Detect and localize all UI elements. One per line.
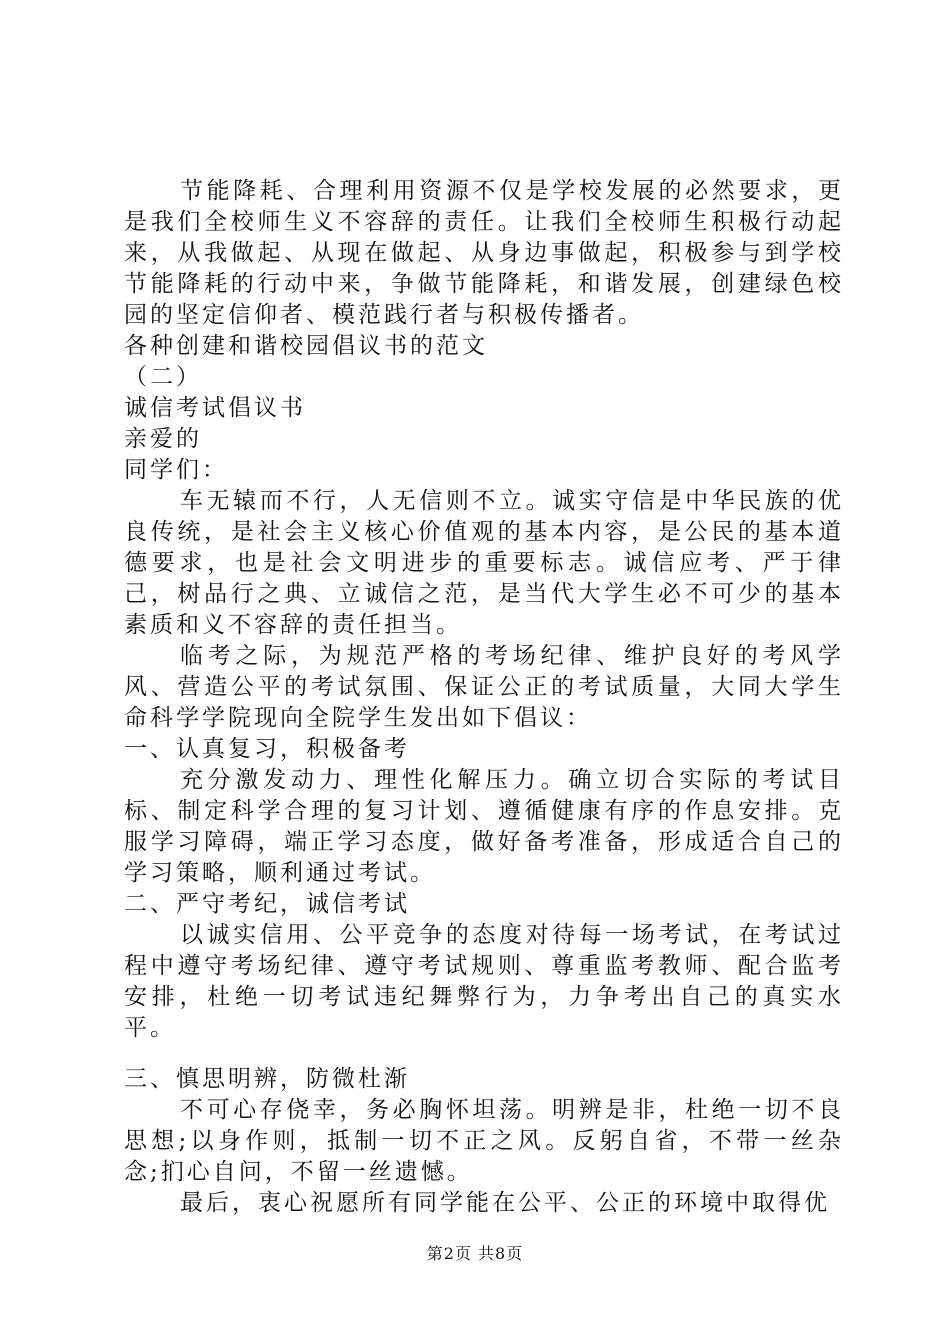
paragraph-point-2: 以诚实信用、公平竞争的态度对待每一场考试，在考试过程中遵守考场纪律、遵守考试规则、尊重监考教师、配合监考安排，杜绝一切考试违纪舞弊行为，力争考出自己的真实水平。: [124, 922, 844, 1041]
paragraph-point-3: 不可心存侥幸，务必胸怀坦荡。明辨是非，杜绝一切不良思想;以身作则，抵制一切不正之风。反躬自省，不带一丝杂念;扪心自问，不留一丝遗憾。: [124, 1097, 844, 1185]
document-body: [124, 176, 844, 1219]
heading-point-2: 二、严守考纪，诚信考试: [124, 891, 410, 917]
salutation-line-2: 同学们：: [124, 457, 228, 483]
section-number: （二）: [124, 364, 202, 390]
paragraph-point-1: 充分激发动力、理性化解压力。确立切合实际的考试目标、制定科学合理的复习计划、遵循健康有序的作息安排。克服学习障碍，端正学习态度，做好备考准备，形成适合自己的学习策略，顺利通过考试。: [124, 767, 844, 886]
paragraph-energy-saving: 节能降耗、合理利用资源不仅是学校发展的必然要求，更是我们全校师生义不容辞的责任。让我们全校师生积极行动起来，从我做起、从现在做起、从身边事做起，积极参与到学校节能降耗的行动中来，争做节能降耗，和谐发展，创建绿色校园的坚定信仰者、模范践行者与积极传播者。: [124, 178, 844, 328]
page-number-footer: 第2页 共8页: [426, 1244, 524, 1263]
paragraph-intro-proposal: 临考之际，为规范严格的考场纪律、维护良好的考风学风、营造公平的考试氛围、保证公正的考试质量，大同大学生命科学学院现向全院学生发出如下倡议：: [124, 643, 844, 731]
proposal-title: 诚信考试倡议书: [124, 395, 306, 421]
paragraph-closing: 最后，衷心祝愿所有同学能在公平、公正的环境中取得优: [180, 1190, 830, 1216]
salutation-line-1: 亲爱的: [124, 426, 202, 452]
heading-point-3: 三、慎思明辨，防微杜渐: [124, 1066, 410, 1092]
section-heading-examples: 各种创建和谐校园倡议书的范文: [124, 333, 488, 359]
paragraph-integrity: 车无辕而不行，人无信则不立。诚实守信是中华民族的优良传统，是社会主义核心价值观的基本内容，是公民的基本道德要求，也是社会文明进步的重要标志。诚信应考、严于律己，树品行之典、立诚信之范，是当代大学生必不可少的基本素质和义不容辞的责任担当。: [124, 488, 844, 638]
heading-point-1: 一、认真复习，积极备考: [124, 736, 410, 762]
